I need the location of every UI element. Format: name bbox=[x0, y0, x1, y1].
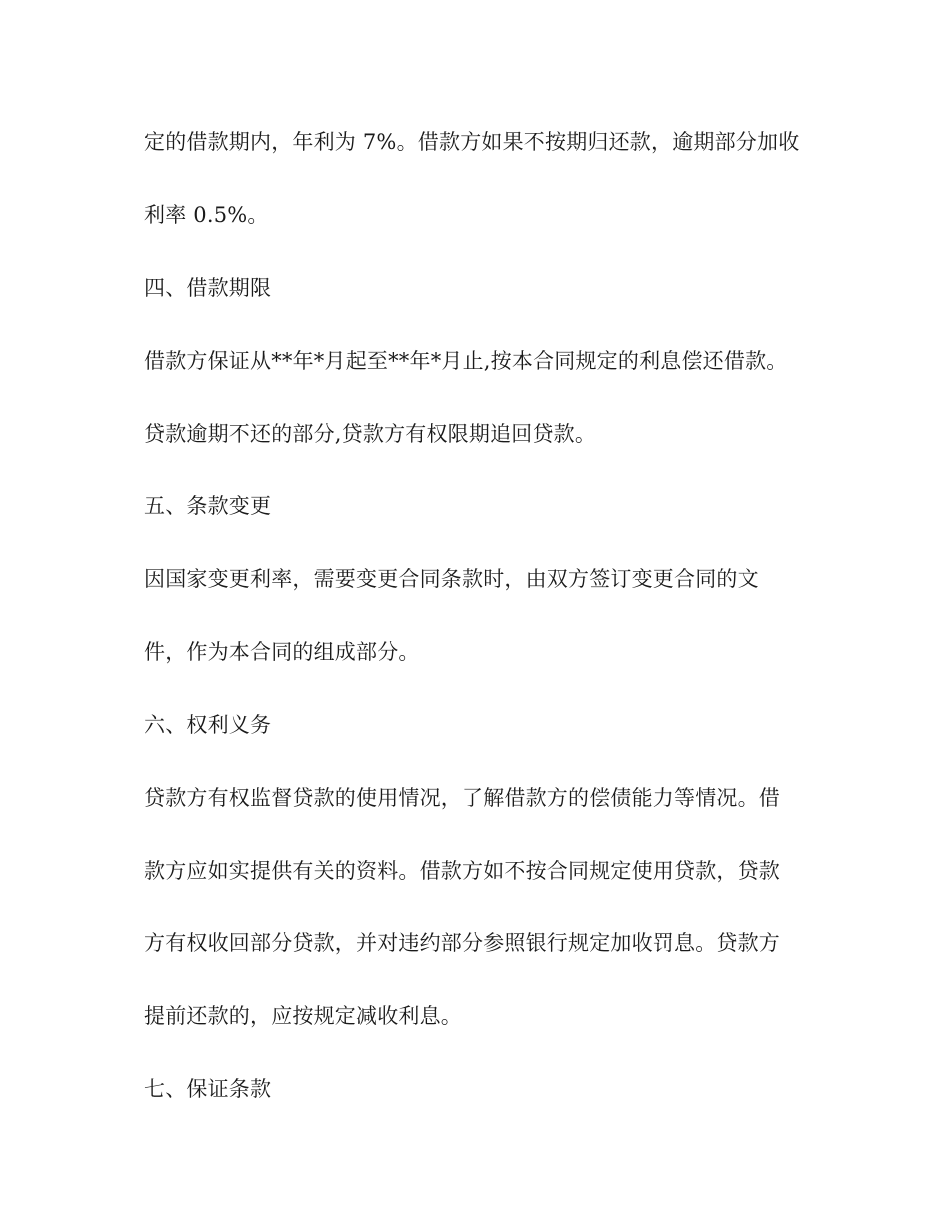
section-heading-amendment: 五、条款变更 bbox=[144, 494, 272, 518]
body-text-line: 方有权收回部分贷款，并对违约部分参照银行规定加收罚息。贷款方 bbox=[144, 931, 780, 955]
section-heading-term: 四、借款期限 bbox=[144, 276, 272, 300]
body-text-line: 借款方保证从**年*月起至**年*月止,按本合同规定的利息偿还借款。 bbox=[144, 349, 788, 373]
section-heading-rights: 六、权利义务 bbox=[144, 713, 272, 737]
body-text-line: 件，作为本合同的组成部分。 bbox=[144, 640, 420, 664]
body-text-line: 提前还款的，应按规定减收利息。 bbox=[144, 1004, 462, 1028]
section-heading-guarantee: 七、保证条款 bbox=[144, 1077, 272, 1101]
body-text-line: 因国家变更利率，需要变更合同条款时，由双方签订变更合同的文 bbox=[144, 567, 759, 591]
body-text-line: 定的借款期内，年利为 7%。借款方如果不按期归还款，逾期部分加收 bbox=[144, 130, 800, 154]
body-text-line: 利率 0.5%。 bbox=[144, 203, 269, 227]
body-text-line: 贷款方有权监督贷款的使用情况，了解借款方的偿债能力等情况。借 bbox=[144, 786, 780, 810]
body-text-line: 款方应如实提供有关的资料。借款方如不按合同规定使用贷款，贷款 bbox=[144, 859, 780, 883]
body-text-line: 贷款逾期不还的部分,贷款方有权限期追回贷款。 bbox=[144, 422, 597, 446]
